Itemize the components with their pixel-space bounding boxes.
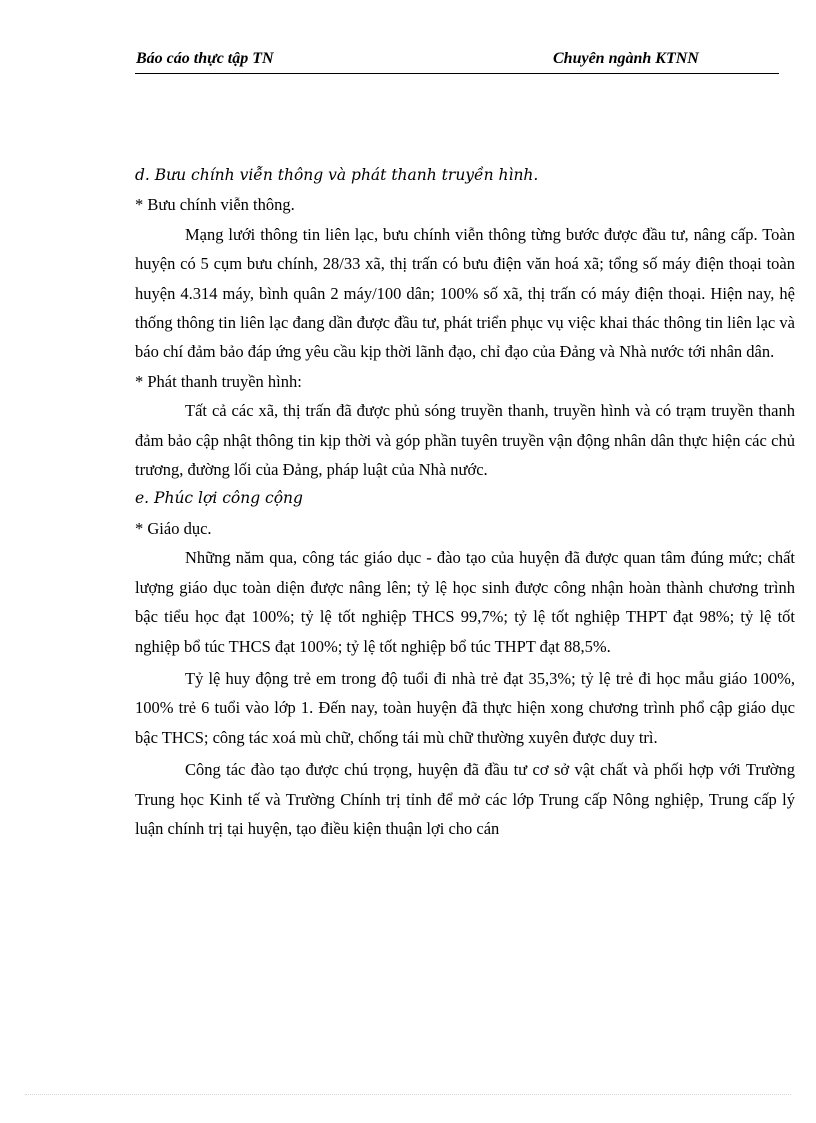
section-heading-welfare: e. Phúc lợi công cộng [135,489,303,508]
paragraph-education-2: Tỷ lệ huy động trẻ em trong độ tuổi đi nhà trẻ đạt 35,3%; tỷ lệ trẻ đi học mẫu giáo 100%, 100% trẻ 6 tuổi vào lớp 1. Đến nay, toàn huyện đã thực hiện xong chương trình phổ cập giáo dục bậc THCS; công tác xoá mù chữ, chống tái mù chữ thường xuyên được duy trì. [135,668,795,747]
subheading-post: * Bưu chính viễn thông. [135,195,295,215]
section-heading-telecom: d. Bưu chính viễn thông và phát thanh truyền hình. [135,166,539,184]
header-report-title: Báo cáo thực tập TN [136,50,274,67]
page-header [135,49,779,74]
subheading-broadcast: * Phát thanh truyền hình: [135,371,302,391]
paragraph-post: Mạng lưới thông tin liên lạc, bưu chính viễn thông từng bước được đầu tư, nâng cấp. Toàn huyện có 5 cụm bưu chính, 28/33 xã, thị trấn có bưu điện văn hoá xã; tổng số máy điện thoại toàn huyện 4.314 máy, bình quân 2 máy/100 dân; 100% số xã, thị trấn có máy điện thoại. Hiện nay, hệ thống thông tin liên lạc đang dần được đầu tư, phát triển phục vụ việc khai thác thông tin liên lạc và báo chí đảm bảo đáp ứng yêu cầu kịp thời lãnh đạo, chỉ đạo của Đảng và Nhà nước tới nhân dân. [135,224,795,362]
paragraph-education-1: Những năm qua, công tác giáo dục - đào tạo của huyện đã được quan tâm đúng mức; chất lượng giáo dục toàn diện được nâng lên; tỷ lệ học sinh được công nhận hoàn thành chương trình bậc tiểu học đạt 100%; tỷ lệ tốt nghiệp THCS 99,7%; tỷ lệ tốt nghiệp THPT đạt 98%; tỷ lệ tốt nghiệp bổ túc THCS đạt 100%; tỷ lệ tốt nghiệp bổ túc THPT đạt 88,5%. [135,548,795,656]
header-major: Chuyên ngành KTNN [553,50,699,67]
subheading-education: * Giáo dục. [135,518,212,538]
paragraph-education-3: Công tác đào tạo được chú trọng, huyện đã đầu tư cơ sở vật chất và phối hợp với Trường Trung học Kinh tế và Trường Chính trị tỉnh để mở các lớp Trung cấp Nông nghiệp, Trung cấp lý luận chính trị tại huyện, tạo điều kiện thuận lợi cho cán [135,760,795,838]
paragraph-broadcast: Tất cả các xã, thị trấn đã được phủ sóng truyền thanh, truyền hình và có trạm truyền thanh đảm bảo cập nhật thông tin kịp thời và góp phần tuyên truyền vận động nhân dân thực hiện các chủ trương, đường lối của Đảng, pháp luật của Nhà nước. [135,401,795,480]
document-body [135,161,795,843]
page-bottom-divider [25,1094,791,1095]
